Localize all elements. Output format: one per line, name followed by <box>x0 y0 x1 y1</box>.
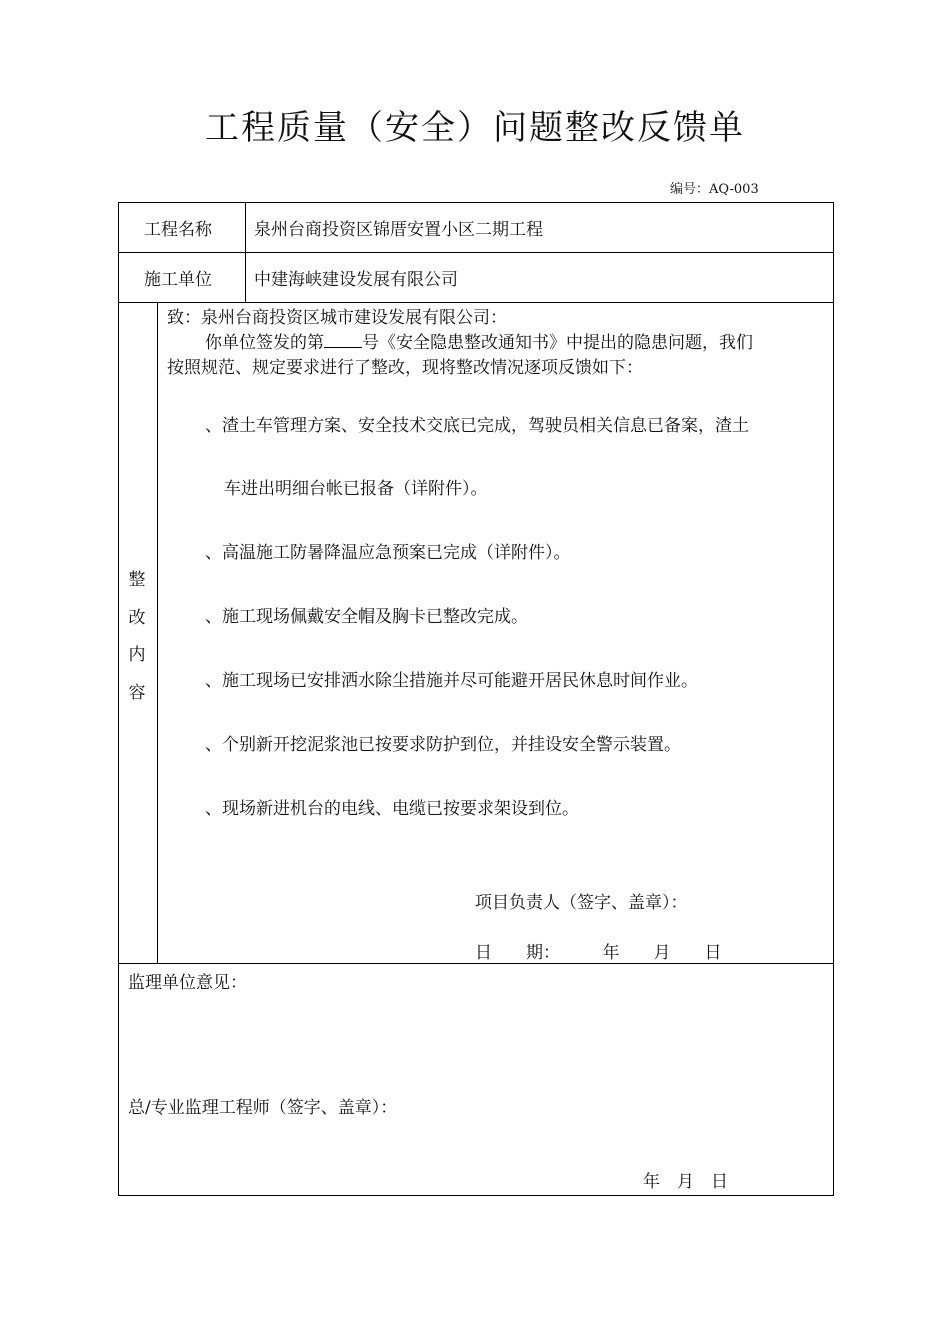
page-title: 工程质量（安全）问题整改反馈单 <box>205 108 745 148</box>
rectification-date-label: 日 期： 年 月 日 <box>475 943 722 963</box>
notice-number-blank <box>324 331 362 348</box>
project-name-label: 工程名称 <box>144 220 212 240</box>
item-1-line-1: 、渣土车管理方案、安全技术交底已完成，驾驶员相关信息已备案，渣土 <box>205 416 749 436</box>
item-5: 、个别新开挖泥浆池已按要求防护到位，并挂设安全警示装置。 <box>205 735 681 755</box>
header-column-divider <box>245 202 246 302</box>
item-2: 、高温施工防暑降温应急预案已完成（详附件）。 <box>205 543 571 563</box>
intro-text-after: 号《安全隐患整改通知书》中提出的隐患问题，我们 <box>362 333 753 353</box>
side-label-char-2: 改 <box>128 608 146 628</box>
document-number: 编号：AQ-003 <box>670 182 759 197</box>
contractor-label: 施工单位 <box>144 270 212 290</box>
intro-line-1 <box>205 328 753 353</box>
item-1-line-2: 车进出明细台帐已报备（详附件）。 <box>224 479 488 499</box>
row-divider-1 <box>118 252 834 253</box>
item-6: 、现场新进机台的电线、电缆已按要求架设到位。 <box>205 799 579 819</box>
content-column-divider <box>157 302 158 963</box>
item-3: 、施工现场佩戴安全帽及胸卡已整改完成。 <box>205 607 528 627</box>
intro-text-before: 你单位签发的第 <box>205 333 324 353</box>
item-4: 、施工现场已安排洒水除尘措施并尽可能避开居民休息时间作业。 <box>205 671 698 691</box>
side-label-char-3: 内 <box>128 645 146 665</box>
supervision-opinion-label: 监理单位意见： <box>128 973 247 993</box>
side-label-char-4: 容 <box>128 683 146 703</box>
side-label-char-1: 整 <box>128 570 146 590</box>
supervision-date-label: 年 月 日 <box>643 1172 728 1192</box>
contractor-value: 中建海峡建设发展有限公司 <box>254 270 458 290</box>
supervision-engineer-signature-label: 总/专业监理工程师（签字、盖章）： <box>128 1098 398 1118</box>
project-name-value: 泉州台商投资区锦厝安置小区二期工程 <box>254 220 543 240</box>
row-divider-3 <box>118 963 834 964</box>
project-manager-signature-label: 项目负责人（签字、盖章）： <box>475 893 688 913</box>
intro-line-2: 按照规范、规定要求进行了整改，现将整改情况逐项反馈如下： <box>167 358 643 378</box>
addressee: 致：泉州台商投资区城市建设发展有限公司： <box>167 308 507 328</box>
